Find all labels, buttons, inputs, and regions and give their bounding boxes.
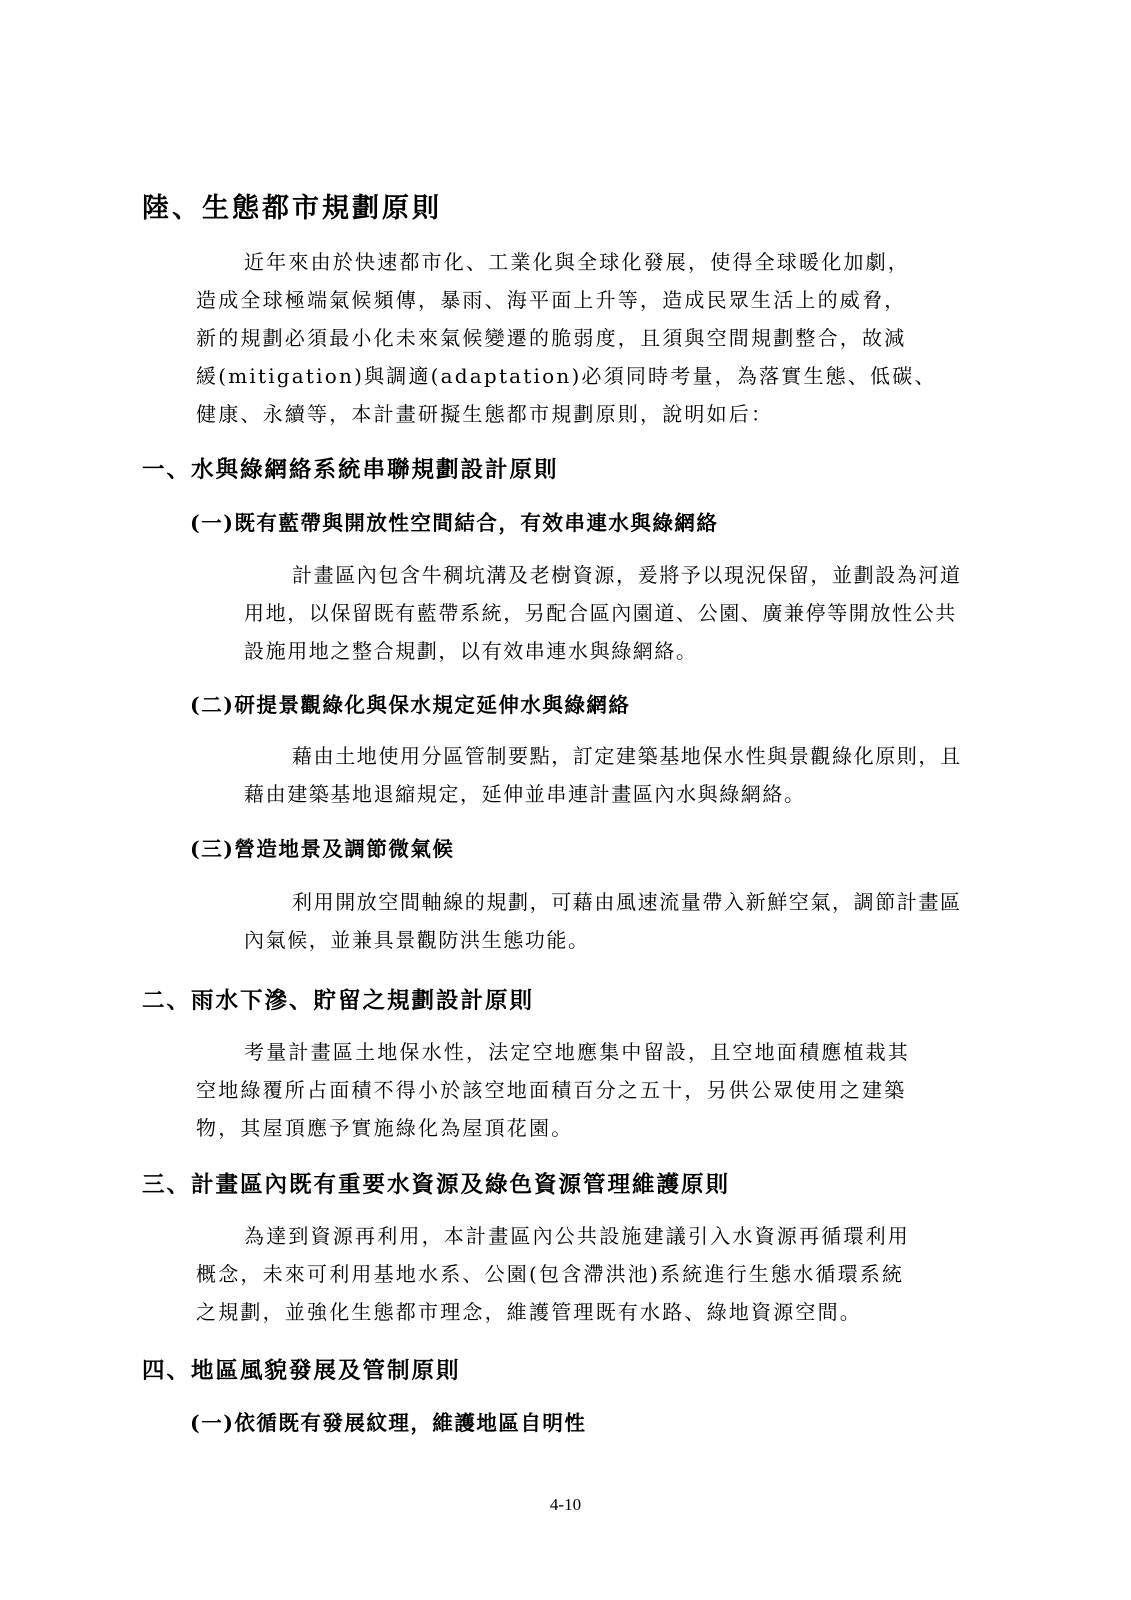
paragraph-line: 為達到資源再利用，本計畫區內公共設施建議引入水資源再循環利用 — [244, 1224, 910, 1248]
page-number: 4-10 — [549, 1495, 582, 1514]
paragraph-line: 設施用地之整合規劃，以有效串連水與綠網絡。 — [244, 639, 698, 663]
paragraph-line: 概念，未來可利用基地水系、公園(包含滯洪池)系統進行生態水循環系統 — [196, 1262, 905, 1286]
paragraph-line: 計畫區內包含牛稠坑溝及老樹資源，爰將予以現況保留，並劃設為河道 — [292, 563, 962, 587]
paragraph-line: 藉由建築基地退縮規定，延伸並串連計畫區內水與綠網絡。 — [244, 782, 806, 806]
paragraph-line: 空地綠覆所占面積不得小於該空地面積百分之五十，另供公眾使用之建築 — [196, 1078, 907, 1102]
paragraph-line: 藉由土地使用分區管制要點，訂定建築基地保水性與景觀綠化原則，且 — [292, 744, 962, 768]
section-heading-3: 三、計畫區內既有重要水資源及綠色資源管理維護原則 — [142, 1172, 731, 1198]
page-title: 陸、生態都市規劃原則 — [142, 193, 442, 224]
paragraph-line: 用地，以保留既有藍帶系統，另配合區內園道、公園、廣兼停等開放性公共 — [244, 601, 957, 625]
subsection-paragraph-1-2 — [244, 737, 986, 813]
section-paragraph-2 — [196, 1033, 986, 1147]
section-paragraph-3 — [196, 1217, 986, 1331]
intro-paragraph — [196, 243, 986, 433]
paragraph-line: 緩(mitigation)與調適(adaptation)必須同時考量，為落實生態、低碳、 — [196, 364, 937, 388]
paragraph-line: 造成全球極端氣候頻傳，暴雨、海平面上升等，造成民眾生活上的威脅， — [196, 288, 907, 312]
paragraph-line: 健康、永續等，本計畫研擬生態都市規劃原則，說明如后： — [196, 402, 774, 426]
paragraph-line: 之規劃，並強化生態都市理念，維護管理既有水路、綠地資源空間。 — [196, 1300, 862, 1324]
paragraph-line: 利用開放空間軸線的規劃，可藉由風速流量帶入新鮮空氣，調節計畫區 — [292, 890, 962, 914]
subsection-heading-4-1: (一)依循既有發展紋理，維護地區自明性 — [190, 1411, 587, 1435]
paragraph-line: 物，其屋頂應予實施綠化為屋頂花園。 — [196, 1116, 574, 1140]
subsection-paragraph-1-3 — [244, 883, 986, 959]
subsection-heading-1-3: (三)營造地景及調節微氣候 — [190, 837, 455, 861]
paragraph-line: 近年來由於快速都市化、工業化與全球化發展，使得全球暖化加劇， — [244, 250, 910, 274]
subsection-paragraph-1-1 — [244, 556, 986, 670]
paragraph-line: 新的規劃必須最小化未來氣候變遷的脆弱度，且須與空間規劃整合，故減 — [196, 326, 907, 350]
paragraph-line: 內氣候，並兼具景觀防洪生態功能。 — [244, 928, 590, 952]
section-heading-4: 四、地區風貌發展及管制原則 — [142, 1358, 461, 1384]
section-heading-1: 一、水與綠網絡系統串聯規劃設計原則 — [142, 457, 559, 483]
section-heading-2: 二、雨水下滲、貯留之規劃設計原則 — [142, 988, 535, 1014]
paragraph-line: 考量計畫區土地保水性，法定空地應集中留設，且空地面積應植栽其 — [244, 1040, 910, 1064]
subsection-heading-1-1: (一)既有藍帶與開放性空間結合，有效串連水與綠網絡 — [190, 511, 719, 535]
subsection-heading-1-2: (二)研提景觀綠化與保水規定延伸水與綠網絡 — [190, 693, 631, 717]
